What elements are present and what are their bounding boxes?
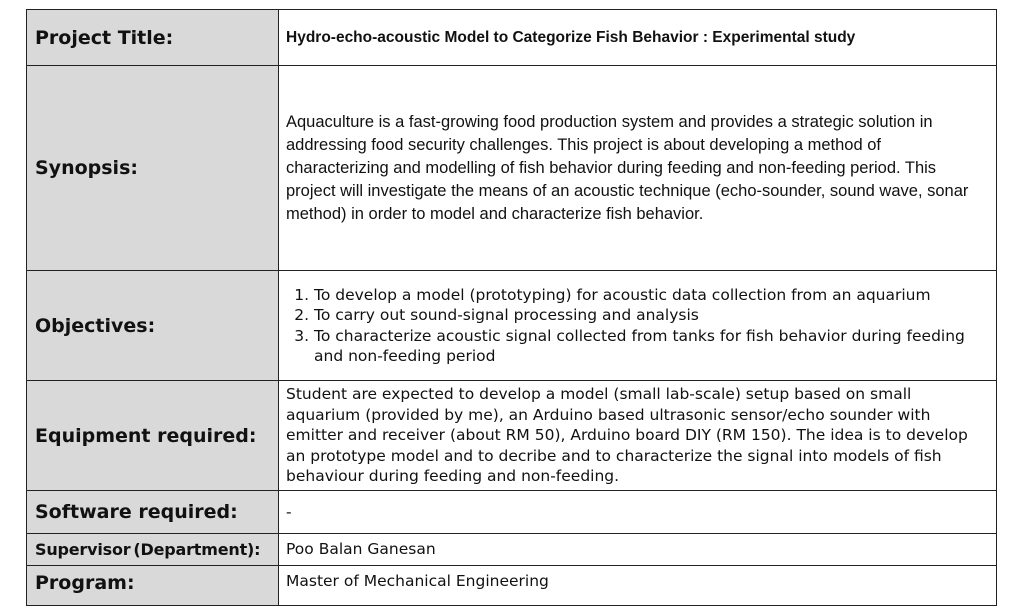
equipment-label: Equipment required:	[27, 381, 279, 491]
software-label: Software required:	[27, 491, 279, 534]
row-project-title	[27, 10, 997, 66]
synopsis-label: Synopsis:	[27, 66, 279, 271]
row-synopsis	[27, 66, 997, 271]
objective-item: 3. To characterize acoustic signal collected from tanks for fish behavior during feeding and non-feeding period	[314, 326, 988, 367]
objective-item: 1. To develop a model (prototyping) for acoustic data collection from an aquarium	[314, 285, 988, 306]
objectives-list	[286, 285, 988, 367]
objective-item: 2. To carry out sound-signal processing and analysis	[314, 305, 988, 326]
row-supervisor	[27, 534, 997, 566]
supervisor-label: Supervisor (Department):	[27, 534, 279, 566]
supervisor-value: Poo Balan Ganesan	[279, 534, 997, 566]
project-title-value	[279, 10, 997, 66]
project-title-text: Hydro-echo-acoustic Model to Categorize Fish Behavior : Experimental study	[286, 28, 856, 46]
row-objectives	[27, 271, 997, 381]
row-equipment	[27, 381, 997, 491]
programme-label: Program:	[27, 566, 279, 606]
software-value: -	[279, 491, 997, 534]
project-title-label: Project Title:	[27, 10, 279, 66]
programme-value: Master of Mechanical Engineering	[279, 566, 997, 606]
equipment-value: Student are expected to develop a model (small lab-scale) setup based on small aquarium (provided by me), an Arduino based ultrasonic sensor/echo sounder with emitter and receiver (about RM 50), Arduino board DIY (RM 150). The idea is to develop an prototype model and to decribe and to characterize the signal into models of fish behaviour during feeding and non-feeding.	[279, 381, 997, 491]
project-table	[26, 9, 997, 606]
row-programme	[27, 566, 997, 606]
row-software	[27, 491, 997, 534]
synopsis-value: Aquaculture is a fast-growing food production system and provides a strategic solution in addressing food security challenges. This project is about developing a method of characterizing and modelling of fish behavior during feeding and non-feeding period. This project will investigate the means of an acoustic technique (echo-sounder, sound wave, sonar method) in order to model and characterize fish behavior.	[279, 66, 997, 271]
objectives-label: Objectives:	[27, 271, 279, 381]
objectives-value	[279, 271, 997, 381]
